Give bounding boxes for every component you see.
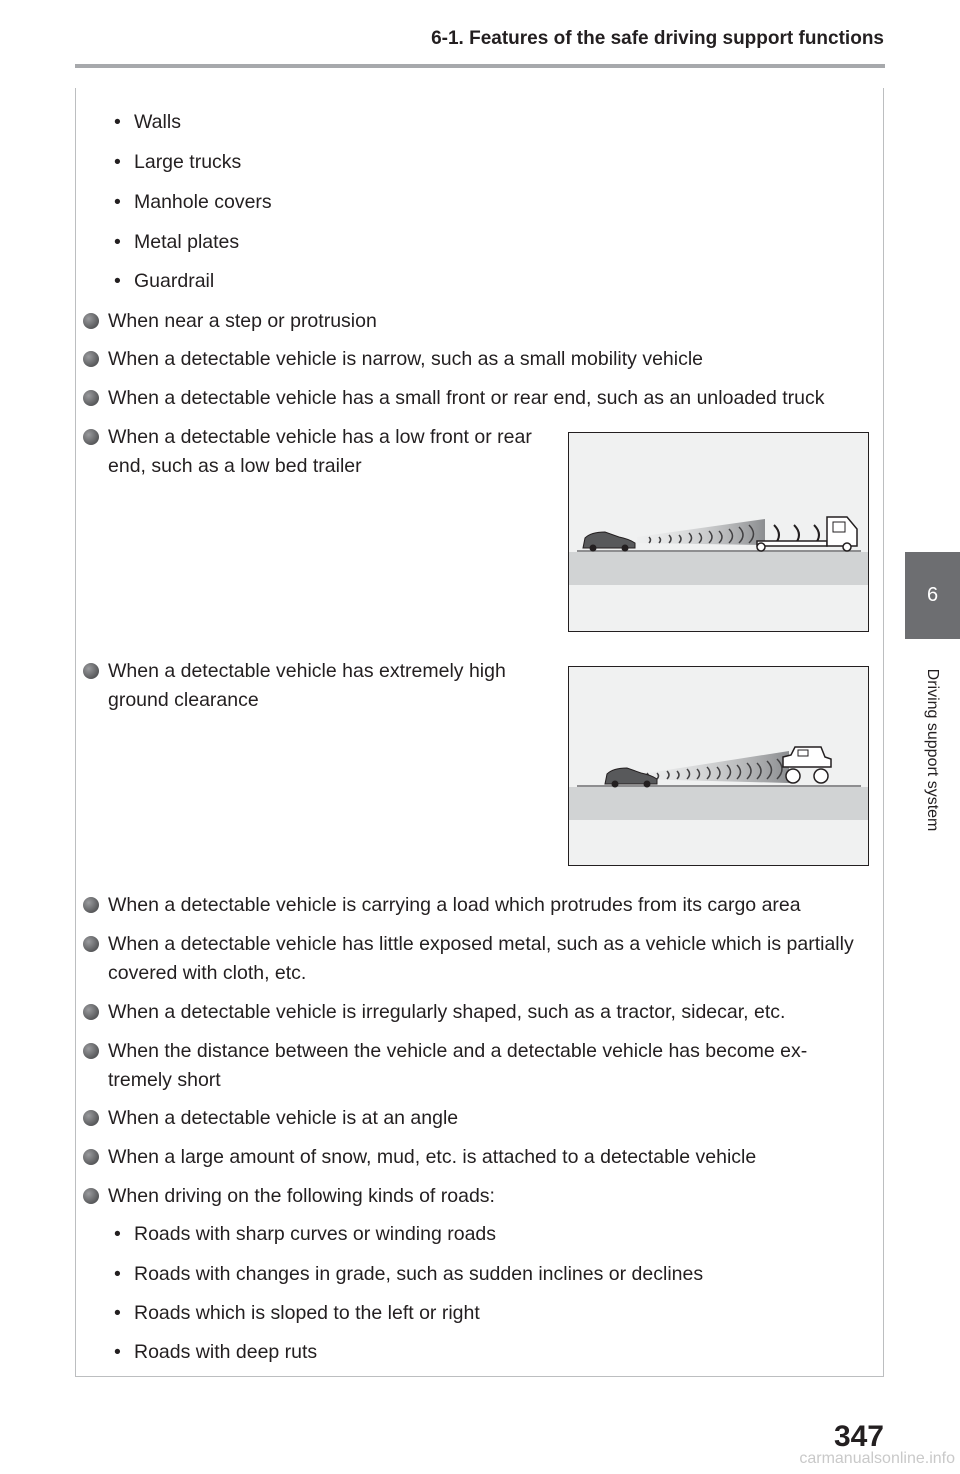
list-item: • Manhole covers (114, 188, 272, 217)
bullet-circle-icon (83, 351, 99, 367)
list-item: • Guardrail (114, 267, 214, 296)
list-item: • Walls (114, 108, 181, 137)
section-header: 6-1. Features of the safe driving support functions (431, 28, 884, 49)
list-item: • Metal plates (114, 228, 239, 257)
bullet-circle-icon (83, 1188, 99, 1204)
bullet-circle-icon (83, 936, 99, 952)
list-item: When a detectable vehicle is at an angle (83, 1104, 458, 1133)
bullet-circle-icon (83, 663, 99, 679)
list-item: When a detectable vehicle has extremely high ground clearance (83, 657, 506, 715)
chapter-label: Driving support system (924, 668, 941, 832)
illustration-graphic (569, 433, 869, 632)
list-item: • Roads with changes in grade, such as sudden inclines or declines (114, 1260, 703, 1289)
watermark: carmanualsonline.info (799, 1450, 955, 1467)
list-item: When a detectable vehicle has a low front or rear end, such as a low bed trailer (83, 423, 532, 481)
list-item: When a detectable vehicle is carrying a load which protrudes from its cargo area (83, 891, 801, 920)
chapter-number: 6 (926, 584, 939, 606)
bullet-dot: • (114, 191, 121, 213)
list-item: When a detectable vehicle has a small front or rear end, such as an unloaded truck (83, 384, 825, 413)
bullet-circle-icon (83, 1149, 99, 1165)
list-item: • Roads with deep ruts (114, 1338, 317, 1367)
illustration-graphic (569, 667, 869, 866)
list-item: When a detectable vehicle has little exposed metal, such as a vehicle which is partially covered with cloth, etc. (83, 930, 854, 988)
bullet-circle-icon (83, 897, 99, 913)
bullet-circle-icon (83, 1004, 99, 1020)
bullet-dot: • (114, 231, 121, 253)
bullet-dot: • (114, 1341, 121, 1363)
list-item: • Large trucks (114, 148, 241, 177)
list-item: • Roads which is sloped to the left or right (114, 1299, 480, 1328)
bullet-dot: • (114, 151, 121, 173)
list-item: When a detectable vehicle is narrow, such as a small mobility vehicle (83, 345, 703, 374)
chapter-tab[interactable] (905, 552, 960, 639)
bullet-circle-icon (83, 313, 99, 329)
high-clearance-vehicle-illustration (568, 666, 869, 866)
bullet-dot: • (114, 111, 121, 133)
bullet-circle-icon (83, 1043, 99, 1059)
list-item: When near a step or protrusion (83, 307, 377, 336)
list-item: • Roads with sharp curves or winding roads (114, 1220, 496, 1249)
bullet-circle-icon (83, 1110, 99, 1126)
bullet-circle-icon (83, 390, 99, 406)
bullet-dot: • (114, 1263, 121, 1285)
bullet-dot: • (114, 1223, 121, 1245)
list-item: When a detectable vehicle is irregularly shaped, such as a tractor, sidecar, etc. (83, 998, 785, 1027)
bullet-circle-icon (83, 429, 99, 445)
low-bed-trailer-illustration (568, 432, 869, 632)
bullet-dot: • (114, 1302, 121, 1324)
list-item: When the distance between the vehicle and a detectable vehicle has become ex- tremely short (83, 1037, 807, 1095)
list-item: When a large amount of snow, mud, etc. is attached to a detectable vehicle (83, 1143, 756, 1172)
header-rule (75, 64, 885, 68)
bullet-dot: • (114, 270, 121, 292)
list-item: When driving on the following kinds of roads: (83, 1182, 495, 1211)
page-number: 347 (833, 1420, 884, 1453)
